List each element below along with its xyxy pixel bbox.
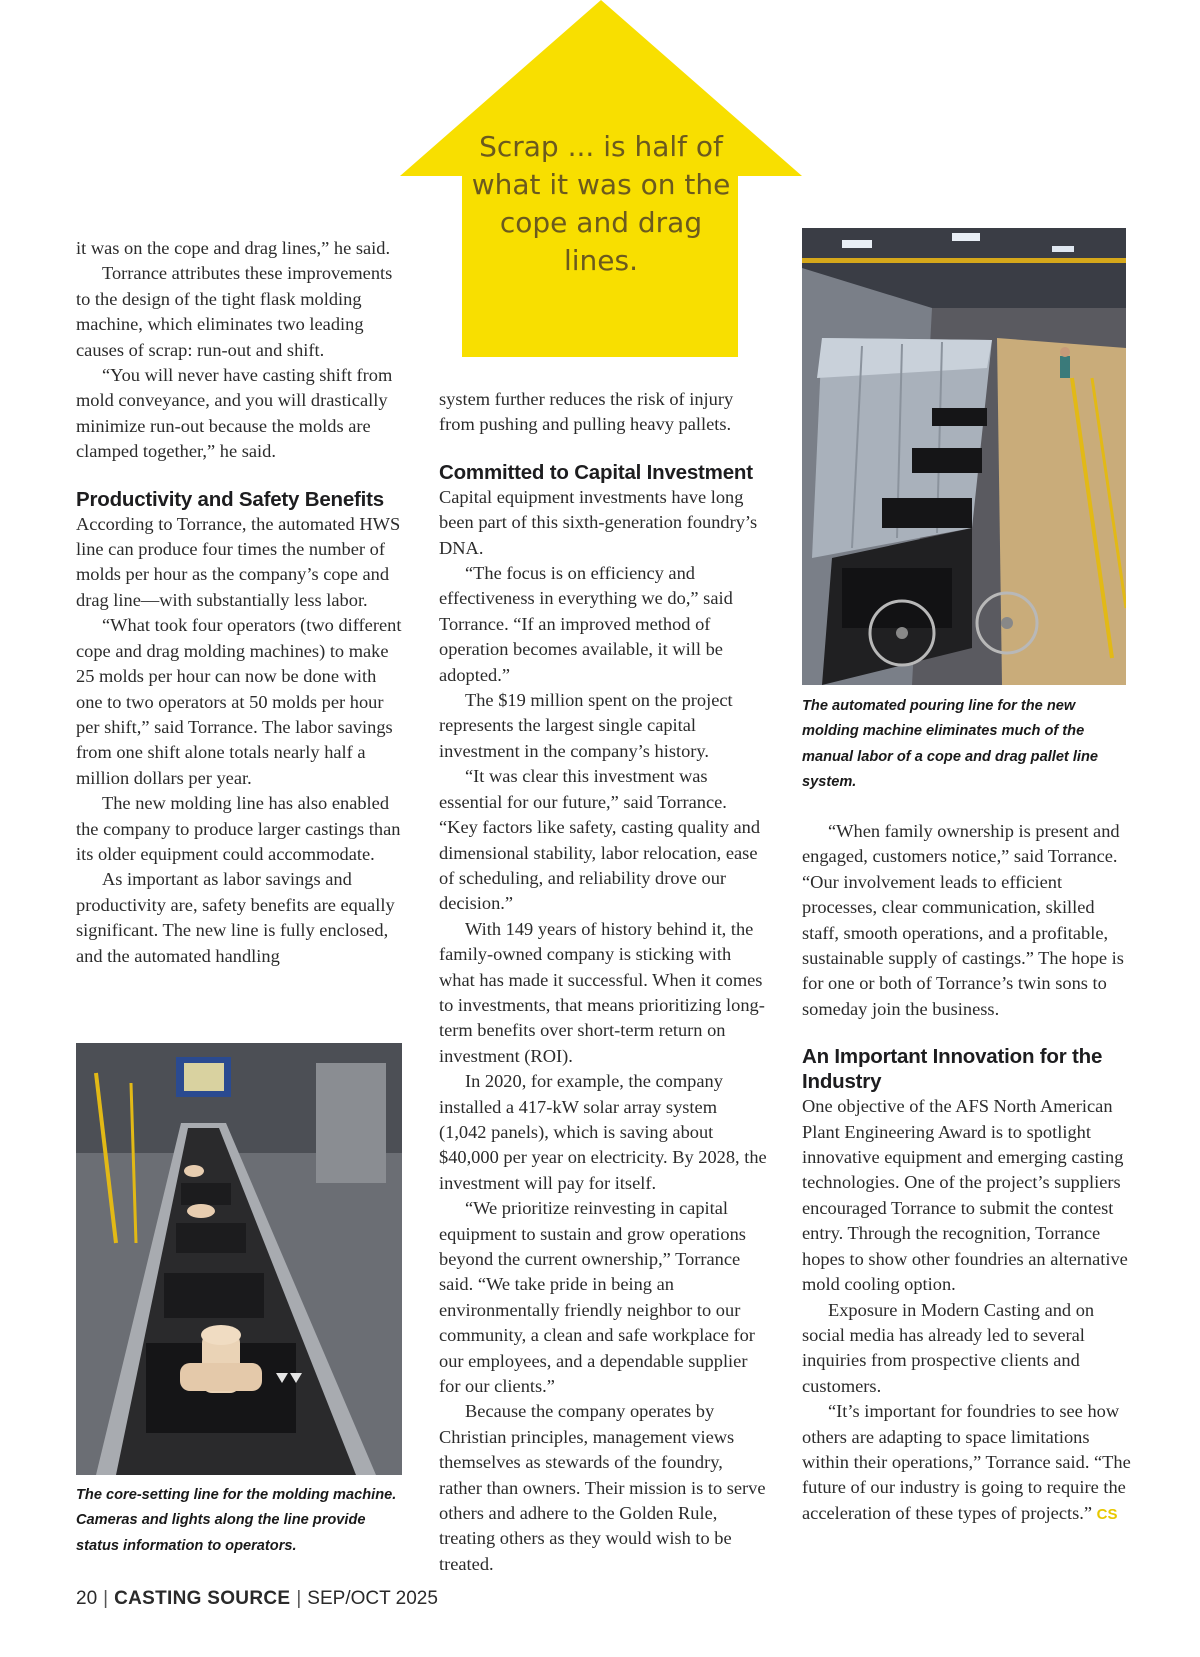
paragraph: “We prioritize reinvesting in capital equipment to sustain and grow operations beyond the current ownership,” Torrance said. “We take pride in being an environmentally friendly neighbor to our community, a clean and safe workplace for our employees, and a dependable supplier for our clients.” — [439, 1198, 755, 1397]
separator: | — [103, 1588, 109, 1609]
paragraph: “What took four operators (two different cope and drag molding machines) to make 25 molds per hour can now be done with one to two operators at 50 molds per hour per shift,” said Torrance. The labor savings from one shift alone totals nearly half a million dollars per year. — [76, 615, 402, 788]
paragraph: The new molding line has also enabled the company to produce larger castings than its older equipment could accommodate. — [76, 793, 401, 864]
paragraph: “The focus is on efficiency and effectiveness in everything we do,” said Torrance. “If an improved method of operation becomes available, it will be adopted.” — [439, 563, 733, 685]
core-setting-line-photo — [76, 1043, 402, 1475]
paragraph — [802, 1399, 1132, 1527]
page-number: 20 — [76, 1588, 98, 1609]
paragraph: The $19 million spent on the project represents the largest single capital investment in the company’s history. — [439, 690, 733, 761]
article-column-3 — [802, 819, 1132, 1527]
paragraph: “You will never have casting shift from mold conveyance, and you will drastically minimize run-out because the molds are clamped together,” he said. — [76, 365, 393, 462]
paragraph: it was on the cope and drag lines,” he said. — [76, 238, 391, 258]
page-footer — [76, 1588, 438, 1610]
paragraph: system further reduces the risk of injury from pushing and pulling heavy pallets. — [439, 389, 734, 435]
paragraph: According to Torrance, the automated HWS line can produce four times the number of molds per hour as the company’s cope and drag line—with substantially less labor. — [76, 513, 401, 610]
separator: | — [296, 1588, 302, 1609]
paragraph-text: “It’s important for foundries to see how others are adapting to space limitations within their operations,” Torrance said. “The future of our industry is going to require the acceleration of these types of projects.” — [802, 1401, 1131, 1523]
paragraph: “When family ownership is present and engaged, customers notice,” said Torrance. “Our involvement leads to efficient processes, clear communication, skilled staff, smooth operations, and a profitable, sustainable supply of castings.” The hope is for one or both of Torrance’s twin sons to someday join the business. — [802, 821, 1124, 1019]
article-column-2 — [439, 387, 769, 1577]
section-heading: An Important Innovation for the Industry — [802, 1045, 1103, 1094]
paragraph: Capital equipment investments have long been part of this sixth-generation foundry’s DNA. — [439, 486, 758, 558]
photo-caption: The automated pouring line for the new molding machine eliminates much of the manual labor of a cope and drag pallet line system. — [802, 698, 1098, 791]
magazine-name: CASTING SOURCE — [114, 1588, 291, 1609]
paragraph: One objective of the AFS North American Plant Engineering Award is to spotlight innovative equipment and emerging casting technologies. One of the project’s suppliers encouraged Torrance to submit the contest entry. Through the recognition, Torrance hopes to show other foundries an alternative mold cooling option. — [802, 1096, 1128, 1295]
issue-date: SEP/OCT 2025 — [307, 1588, 438, 1609]
pouring-line-photo — [802, 228, 1126, 685]
paragraph: Exposure in Modern Casting and on social media has already led to several inquiries from prospective clients and customers. — [802, 1299, 1095, 1396]
section-heading: Committed to Capital Investment — [439, 460, 753, 484]
paragraph: “It was clear this investment was essential for our future,” said Torrance. “Key factors like safety, casting quality and dimensional stability, labor relocation, ease of scheduling, and reliability drove our decision.” — [439, 766, 761, 914]
paragraph: Torrance attributes these improvements to the design of the tight flask molding machine, which eliminates two leading causes of scrap: run-out and shift. — [76, 263, 393, 360]
photo-caption: The core-setting line for the molding machine. Cameras and lights along the line provide status information to operators. — [76, 1487, 397, 1554]
paragraph: In 2020, for example, the company installed a 417-kW solar array system (1,042 panels), which is saving about $40,000 per year on electricity. By 2028, the investment will pay for itself. — [439, 1071, 767, 1193]
paragraph: As important as labor savings and productivity are, safety benefits are equally significant. The new line is fully enclosed, and the automated handling — [76, 869, 395, 966]
section-heading: Productivity and Safety Benefits — [76, 487, 385, 511]
pull-quote-text: Scrap ... is half of what it was on the cope and drag lines. — [471, 130, 731, 277]
paragraph: With 149 years of history behind it, the family-owned company is sticking with what has made it successful. When it comes to investments, that means prioritizing long-term benefits over short-term return on investment (ROI). — [439, 918, 765, 1066]
paragraph: Because the company operates by Christian principles, management views themselves as stewards of the foundry, rather than owners. Their mission is to serve others and adhere to the Golden Rule, treating others as they would wish to be treated. — [439, 1401, 766, 1574]
article-column-1 — [76, 236, 406, 969]
end-mark: CS — [1096, 1505, 1118, 1523]
